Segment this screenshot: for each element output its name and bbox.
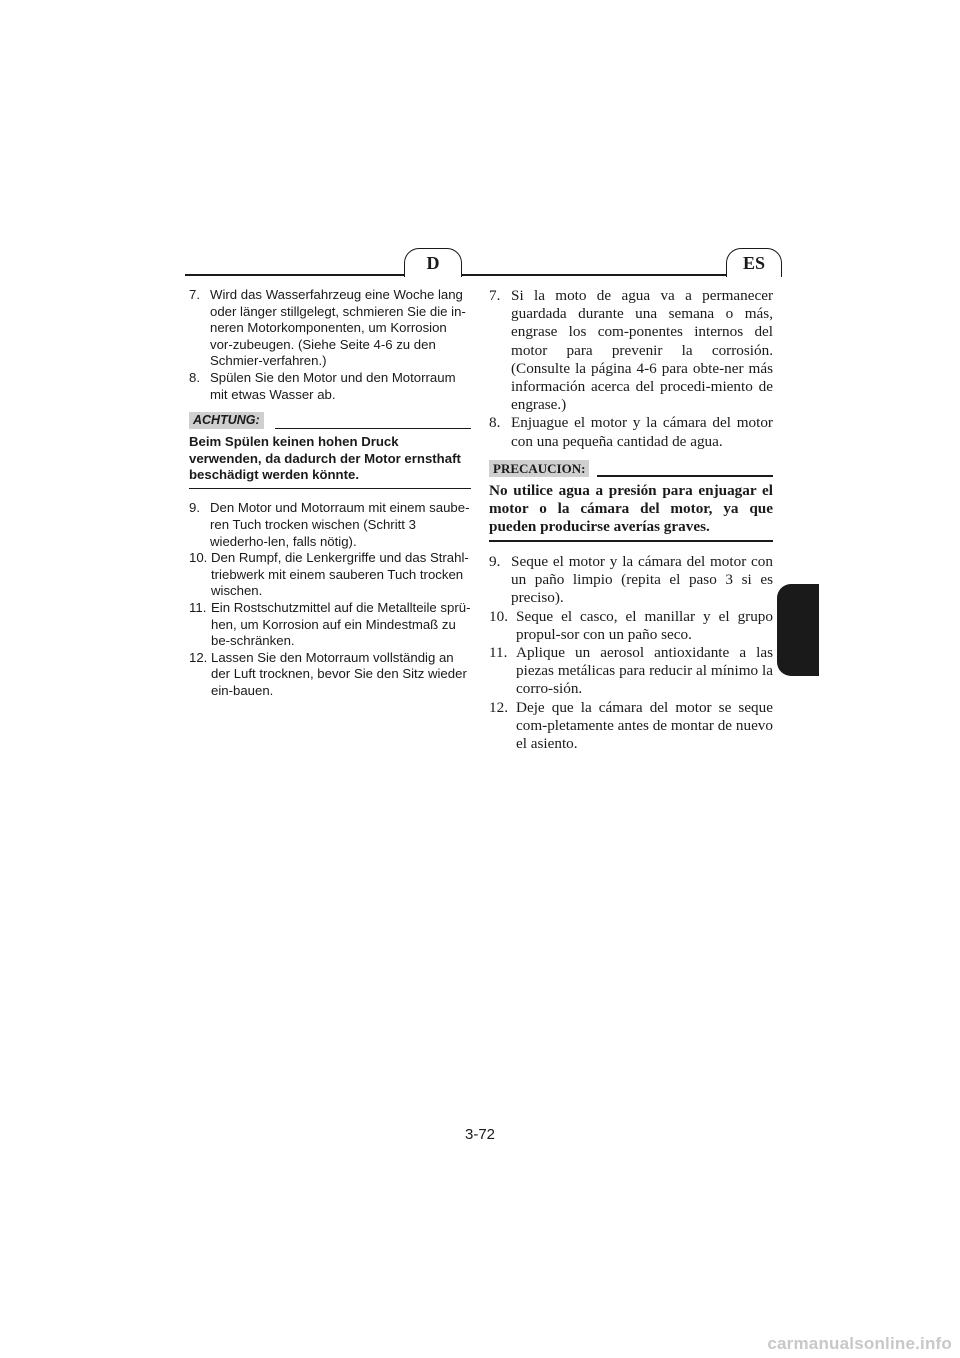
step-text: Seque el casco, el manillar y el grupo propul-sor con un paño seco. [516, 607, 773, 643]
step-number: 12. [189, 649, 208, 665]
step-text: Spülen Sie den Motor und den Motorraum mit etwas Wasser ab. [210, 369, 456, 402]
caution-header [189, 411, 471, 431]
spanish-steps-after [489, 553, 773, 753]
german-steps-after [189, 500, 471, 699]
list-item [489, 414, 773, 450]
caution-text: No utilice agua a presión para enjuagar el motor o la cámara del motor, ya que pueden producirse averías graves. [489, 481, 773, 536]
list-item [189, 370, 471, 403]
step-text: Si la moto de agua va a permanecer guardada durante una semana o más, engrase los com-ponentes internos del motor para prevenir la corrosión. (Consulte la página 4-6 para obte-ner más información acerca del procedi-miento de engrase.) [511, 287, 773, 414]
step-number: 11. [489, 643, 508, 661]
list-item [189, 500, 471, 550]
language-badge-german: D [404, 248, 462, 277]
step-number: 9. [189, 500, 200, 516]
step-number: 9. [489, 552, 501, 570]
step-text: Ein Rostschutzmittel auf die Metallteile sprü-hen, um Korrosion auf ein Mindestmaß zu be-schränken. [211, 600, 471, 649]
spanish-column [489, 287, 773, 753]
step-text: Wird das Wasserfahrzeug eine Woche lang oder länger stillgelegt, schmieren Sie die in-neren Motorkomponenten, um Korrosion vor-zubeugen. (Siehe Seite 4-6 zu den Schmier-verfahren.) [210, 287, 466, 369]
caution-text: Beim Spülen keinen hohen Druck verwenden, da dadurch der Motor ernsthaft beschädigt werden könnte. [189, 434, 461, 483]
step-text: Enjuague el motor y la cámara del motor con una pequeña cantidad de agua. [511, 414, 773, 450]
caution-rule [275, 428, 471, 430]
step-number: 11. [189, 600, 207, 615]
german-column [189, 287, 471, 700]
page-number: 3-72 [464, 1126, 496, 1143]
step-text: Deje que la cámara del motor se seque com-pletamente antes de montar de nuevo el asiento. [516, 698, 773, 752]
list-item [189, 650, 471, 700]
step-text: Den Motor und Motorraum mit einem saube-ren Tuch trocken wischen (Schritt 3 wiederho-len, falls nötig). [210, 500, 470, 549]
language-badge-spanish: ES [726, 248, 782, 277]
step-number: 10. [189, 550, 208, 566]
step-text: Seque el motor y la cámara del motor con un paño limpio (repita el paso 3 si es preciso). [511, 552, 773, 607]
caution-bottom-rule [489, 540, 773, 542]
step-number: 8. [189, 369, 200, 385]
step-number: 7. [489, 287, 501, 304]
watermark: carmanualsonline.info [767, 1334, 952, 1353]
german-steps-before [189, 287, 471, 403]
list-item [189, 550, 471, 600]
list-item [489, 608, 773, 644]
step-text: Den Rumpf, die Lenkergriffe und das Strahl-triebwerk mit einem sauberen Tuch trocken wischen. [211, 550, 469, 599]
caution-label: PRECAUCION: [489, 460, 589, 477]
list-item [489, 699, 773, 754]
step-number: 12. [489, 698, 508, 716]
caution-header [489, 459, 773, 479]
caution-rule [597, 475, 773, 477]
header-rule [185, 274, 773, 276]
chapter-side-tab [777, 584, 819, 676]
caution-label: ACHTUNG: [189, 412, 264, 429]
list-item [189, 287, 471, 370]
caution-bottom-rule [189, 488, 471, 490]
list-item [189, 600, 471, 650]
step-number: 7. [189, 287, 200, 302]
step-text: Aplique un aerosol antioxidante a las piezas metálicas para reducir al mínimo la corro-sión. [516, 643, 773, 698]
spanish-steps-before [489, 287, 773, 451]
step-text: Lassen Sie den Motorraum vollständig an der Luft trocknen, bevor Sie den Sitz wieder ein-bauen. [211, 649, 467, 698]
step-number: 10. [489, 607, 508, 625]
list-item [489, 553, 773, 608]
list-item [489, 644, 773, 699]
list-item [489, 287, 773, 414]
step-number: 8. [489, 414, 501, 432]
